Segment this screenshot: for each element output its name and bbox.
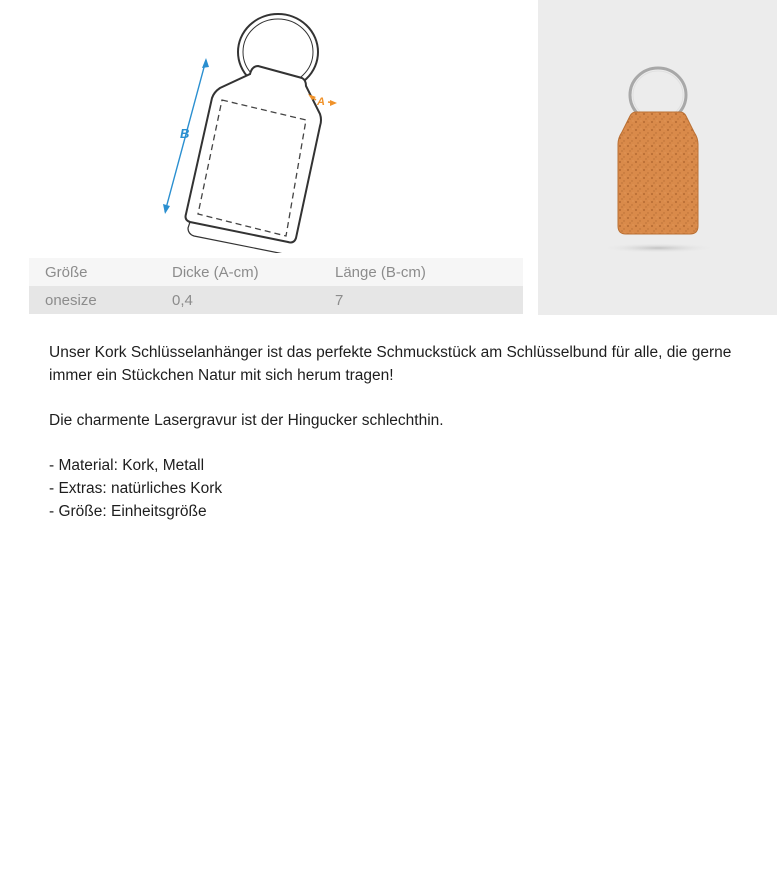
dimension-a-label: A (317, 96, 325, 108)
description-highlight: Die charmente Lasergravur ist der Hingucker schlechthin. (49, 412, 444, 429)
size-table-header-cell: Größe (45, 263, 88, 281)
size-table-cell: 0,4 (172, 291, 193, 309)
product-description (49, 341, 759, 523)
size-table-header-cell: Dicke (A-cm) (172, 263, 259, 281)
keychain-dimension-diagram (150, 8, 350, 253)
feature-item-extras: - Extras: natürliches Kork (49, 480, 223, 497)
feature-item-size: - Größe: Einheitsgröße (49, 503, 207, 520)
description-intro: Unser Kork Schlüsselanhänger ist das perfekte Schmuckstück am Schlüsselbund für alle, die gerne immer ein Stückchen Natur mit sich herum tragen! (49, 344, 732, 384)
size-table (29, 258, 523, 314)
cork-tag (618, 112, 698, 234)
size-table-header-cell: Länge (B-cm) (335, 263, 426, 281)
size-table-header-row (29, 258, 523, 286)
size-table-cell: onesize (45, 291, 97, 309)
feature-item-material: - Material: Kork, Metall (49, 457, 205, 474)
dimension-b-label: B (180, 126, 190, 141)
cork-keychain-image (538, 0, 777, 315)
product-photo (538, 0, 777, 315)
size-table-row (29, 286, 523, 314)
size-table-cell: 7 (335, 291, 344, 309)
